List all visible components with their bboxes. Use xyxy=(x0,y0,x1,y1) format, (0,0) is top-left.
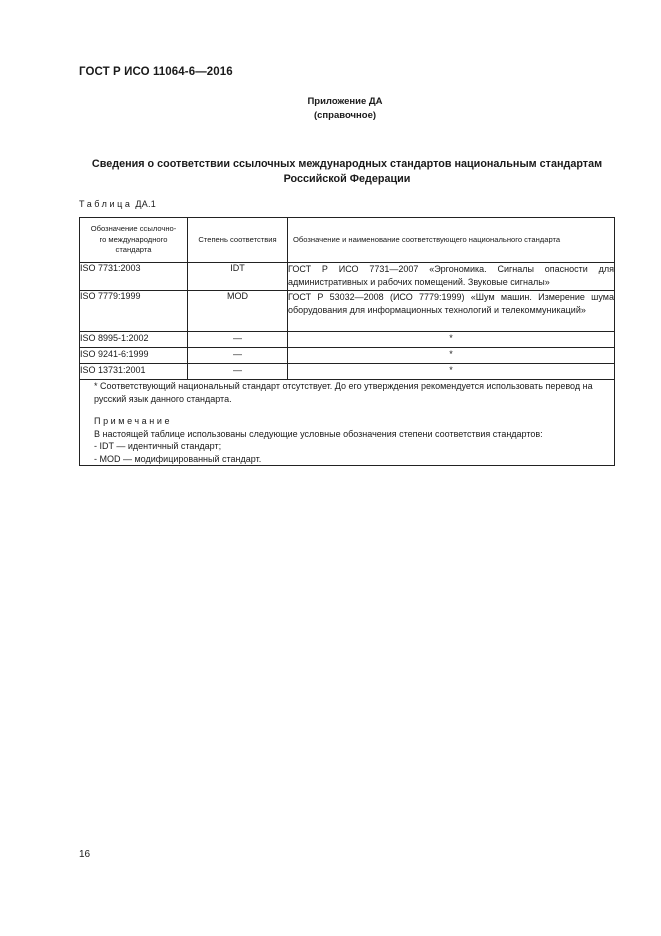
cell-degree: — xyxy=(188,364,288,380)
note-item: - MOD — модифицированный стандарт. xyxy=(94,453,262,464)
footnote: * Соответствующий национальный стандарт отсутствует. До его утверждения рекомендуется использовать перевод на русский язык данного стандарта. xyxy=(94,381,593,404)
table-row xyxy=(80,263,615,291)
cell-standard: ISO 8995-1:2002 xyxy=(80,332,188,348)
cell-national: * xyxy=(288,332,615,348)
cell-degree: MOD xyxy=(188,291,288,332)
cell-degree: — xyxy=(188,348,288,364)
header-international-standard: Обозначение ссылочно- го международного стандарта xyxy=(80,218,188,263)
annex-subtitle: (справочное) xyxy=(313,110,377,121)
standards-table xyxy=(79,217,615,466)
note-text: В настоящей таблице использованы следующие условные обозначения степени соответствия стандартов: xyxy=(94,428,543,439)
cell-standard: ISO 9241-6:1999 xyxy=(80,348,188,364)
section-title-line2: Российской Федерации xyxy=(283,173,411,185)
table-caption-number: ДА.1 xyxy=(135,199,157,209)
note-label: Примечание xyxy=(94,416,173,426)
note-item: - IDT — идентичный стандарт; xyxy=(94,441,222,451)
cell-national: ГОСТ Р 53032—2008 (ИСО 7779:1999) «Шум машин. Измерение шума оборудования для информационных технологий и телекоммуникаций» xyxy=(288,291,615,332)
table-caption-label: Таблица xyxy=(79,199,133,209)
page-number: 16 xyxy=(79,849,91,860)
cell-degree: IDT xyxy=(188,263,288,291)
table-row xyxy=(80,364,615,380)
header-national-standard: Обозначение и наименование соответствующего национального стандарта xyxy=(288,218,615,263)
annex-heading xyxy=(0,95,661,123)
cell-standard: ISO 7779:1999 xyxy=(80,291,188,332)
table-row xyxy=(80,332,615,348)
table-footer-row xyxy=(80,380,615,466)
header-degree: Степень соответствия xyxy=(188,218,288,263)
cell-degree: — xyxy=(188,332,288,348)
cell-standard: ISO 7731:2003 xyxy=(80,263,188,291)
table-caption xyxy=(79,199,156,209)
table-row xyxy=(80,348,615,364)
document-code: ГОСТ Р ИСО 11064-6—2016 xyxy=(79,66,233,78)
cell-national: * xyxy=(288,348,615,364)
cell-national: * xyxy=(288,364,615,380)
table-row xyxy=(80,291,615,332)
table-header-row xyxy=(80,218,615,263)
section-title-line1: Сведения о соответствии ссылочных международных стандартов национальным стандартам xyxy=(91,158,603,170)
annex-title: Приложение ДА xyxy=(307,96,383,107)
table-footer xyxy=(80,380,615,466)
cell-standard: ISO 13731:2001 xyxy=(80,364,188,380)
section-title xyxy=(79,157,615,187)
cell-national: ГОСТ Р ИСО 7731—2007 «Эргономика. Сигналы опасности для административных и рабочих помещений. Звуковые сигналы» xyxy=(288,263,615,291)
